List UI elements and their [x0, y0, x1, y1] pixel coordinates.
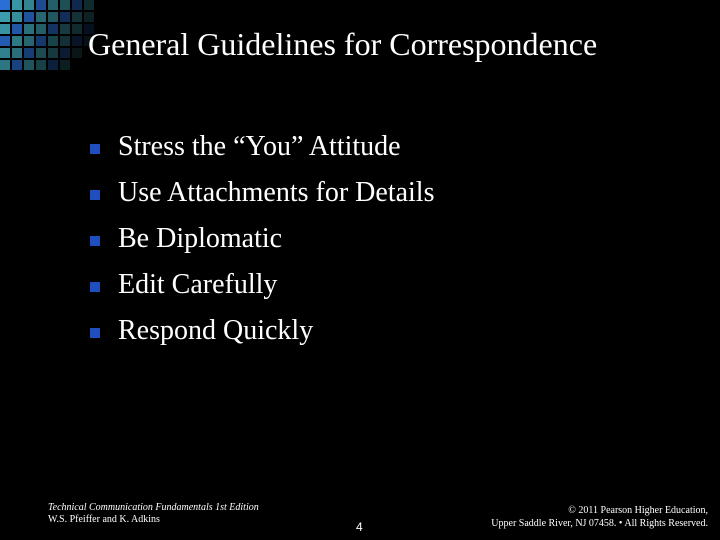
bullet-text: Stress the “You” Attitude	[118, 131, 401, 162]
square-bullet-icon	[90, 282, 100, 292]
grid-cell	[0, 12, 10, 22]
grid-cell	[24, 0, 34, 10]
grid-cell	[24, 24, 34, 34]
square-bullet-icon	[90, 144, 100, 154]
bullet-list	[90, 124, 434, 354]
grid-cell	[12, 0, 22, 10]
grid-cell	[48, 60, 58, 70]
slide-title: General Guidelines for Correspondence	[88, 26, 598, 62]
grid-cell	[36, 12, 46, 22]
grid-cell	[60, 0, 70, 10]
grid-cell	[60, 24, 70, 34]
square-bullet-icon	[90, 328, 100, 338]
grid-cell	[12, 12, 22, 22]
grid-cell	[48, 12, 58, 22]
square-bullet-icon	[90, 236, 100, 246]
grid-cell	[60, 48, 70, 58]
grid-cell	[48, 24, 58, 34]
grid-cell	[12, 48, 22, 58]
grid-cell	[36, 36, 46, 46]
grid-cell	[12, 60, 22, 70]
bullet-text: Respond Quickly	[118, 315, 314, 346]
grid-cell	[60, 60, 70, 70]
grid-cell	[72, 36, 82, 46]
grid-cell	[12, 24, 22, 34]
grid-cell	[72, 12, 82, 22]
grid-cell	[24, 12, 34, 22]
grid-cell	[0, 48, 10, 58]
list-item	[90, 124, 434, 170]
book-authors: W.S. Pfeiffer and K. Adkins	[48, 514, 160, 525]
grid-cell	[12, 36, 22, 46]
footer-book-info	[48, 502, 259, 526]
grid-cell	[24, 48, 34, 58]
grid-decoration	[0, 0, 96, 72]
square-bullet-icon	[90, 190, 100, 200]
grid-cell	[0, 24, 10, 34]
grid-cell	[36, 0, 46, 10]
list-item	[90, 262, 434, 308]
footer-copyright	[491, 504, 708, 530]
grid-cell	[0, 60, 10, 70]
grid-cell	[36, 60, 46, 70]
list-item	[90, 308, 434, 354]
bullet-text: Be Diplomatic	[118, 223, 283, 254]
grid-cell	[72, 0, 82, 10]
grid-cell	[84, 0, 94, 10]
list-item	[90, 170, 434, 216]
list-item	[90, 216, 434, 262]
grid-cell	[48, 0, 58, 10]
book-title: Technical Communication Fundamentals 1st Edition	[48, 502, 259, 513]
grid-cell	[72, 24, 82, 34]
grid-cell	[48, 36, 58, 46]
copyright-line: Upper Saddle River, NJ 07458. • All Rights Reserved.	[491, 518, 708, 529]
grid-cell	[36, 48, 46, 58]
grid-cell	[36, 24, 46, 34]
grid-cell	[60, 12, 70, 22]
grid-cell	[24, 60, 34, 70]
page-number: 4	[356, 520, 363, 534]
grid-cell	[24, 36, 34, 46]
grid-cell	[60, 36, 70, 46]
grid-cell	[48, 48, 58, 58]
bullet-text: Edit Carefully	[118, 269, 278, 300]
grid-cell	[0, 36, 10, 46]
copyright-line: © 2011 Pearson Higher Education,	[568, 505, 708, 516]
bullet-text: Use Attachments for Details	[118, 177, 435, 208]
grid-cell	[0, 0, 10, 10]
grid-cell	[72, 48, 82, 58]
